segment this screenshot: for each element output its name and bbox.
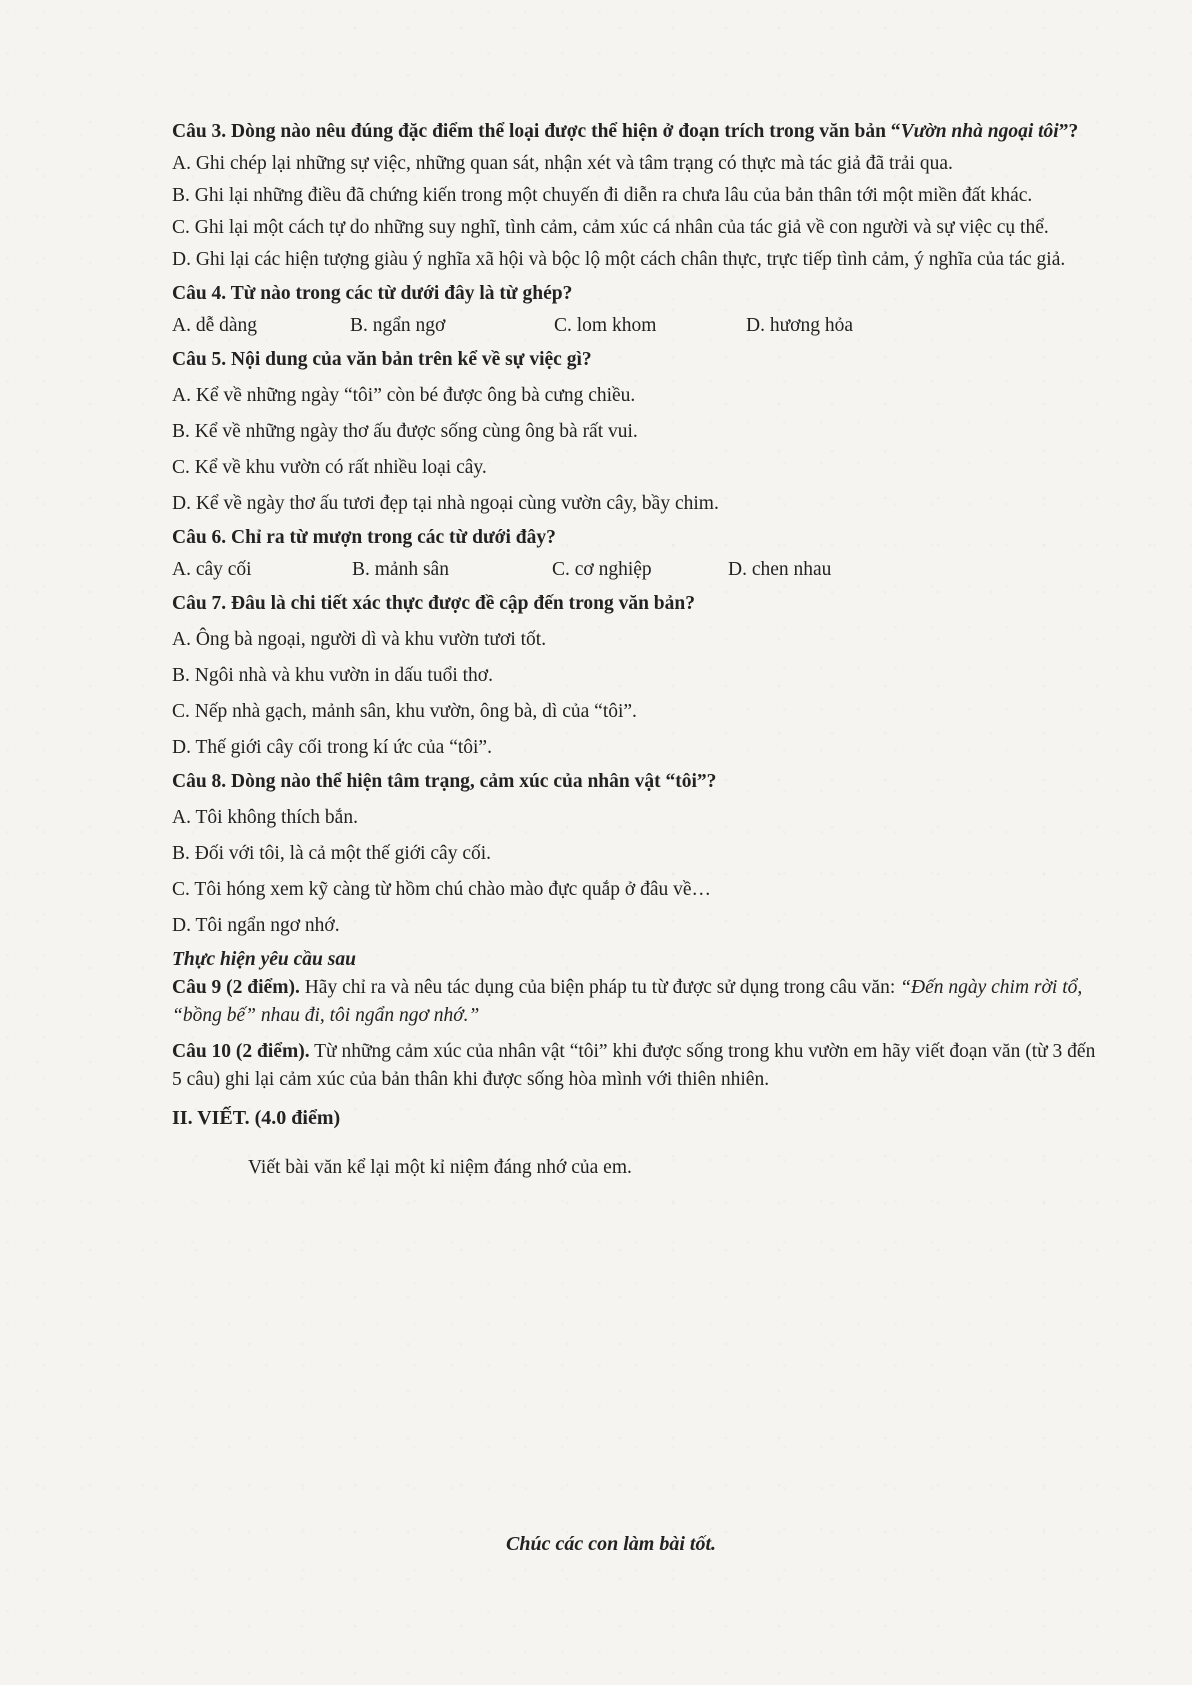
- q6-option-a: A. cây cối: [172, 559, 252, 580]
- part2-heading: II. VIẾT. (4.0 điểm): [172, 1107, 341, 1129]
- section-instruction: Thực hiện yêu cầu sau: [172, 949, 356, 970]
- question-9: Câu 9 (2 điểm). Hãy chỉ ra và nêu tác dụng của biện pháp tu từ được sử dụng trong câu văn: “Đến ngày chim rời tổ, “bồng bế” nhau đi, tôi ngẩn ngơ nhớ.”: [172, 977, 1083, 1026]
- question-3: Câu 3. Dòng nào nêu đúng đặc điểm thể loại được thể hiện ở đoạn trích trong văn bản “Vườn nhà ngoại tôi”?: [172, 121, 1079, 142]
- q8-option-a: A. Tôi không thích bắn.: [172, 807, 358, 828]
- q4-option-c: C. lom khom: [554, 315, 657, 336]
- q4-option-b: B. ngẩn ngơ: [350, 315, 446, 336]
- q3-option-b: B. Ghi lại những điều đã chứng kiến trong một chuyến đi diễn ra chưa lâu của bản thân tới một miền đất khác.: [172, 185, 1033, 206]
- question-6: Câu 6. Chỉ ra từ mượn trong các từ dưới đây?: [172, 527, 556, 548]
- q4-option-a: A. dễ dàng: [172, 315, 258, 336]
- q3-option-a: A. Ghi chép lại những sự việc, những quan sát, nhận xét và tâm trạng có thực mà tác giả đã trải qua.: [172, 153, 953, 174]
- exam-content: [172, 118, 1097, 1182]
- q8-option-b: B. Đối với tôi, là cả một thế giới cây cối.: [172, 843, 492, 864]
- q4-options: [172, 312, 1097, 340]
- q6-option-b: B. mảnh sân: [352, 559, 449, 580]
- text-title: Vườn nhà ngoại tôi: [900, 121, 1059, 142]
- question-7: Câu 7. Đâu là chi tiết xác thực được đề cập đến trong văn bản?: [172, 593, 695, 614]
- question-4: Câu 4. Từ nào trong các từ dưới đây là từ ghép?: [172, 283, 573, 304]
- q3-option-d: D. Ghi lại các hiện tượng giàu ý nghĩa xã hội và bộc lộ một cách chân thực, trực tiếp tình cảm, ý nghĩa của tác giả.: [172, 249, 1066, 270]
- q9-label: Câu 9 (2 điểm).: [172, 977, 300, 998]
- closing-message: Chúc các con làm bài tốt.: [506, 1533, 716, 1555]
- q7-option-a: A. Ông bà ngoại, người dì và khu vườn tươi tốt.: [172, 629, 547, 650]
- q5-option-b: B. Kể về những ngày thơ ấu được sống cùng ông bà rất vui.: [172, 421, 638, 442]
- q9-quote: “Đến ngày chim rời tổ, “bồng bế” nhau đi, tôi ngẩn ngơ nhớ.”: [172, 977, 1083, 1026]
- q7-option-c: C. Nếp nhà gạch, mảnh sân, khu vườn, ông bà, dì của “tôi”.: [172, 701, 637, 722]
- q7-option-d: D. Thế giới cây cối trong kí ức của “tôi”.: [172, 737, 492, 758]
- q3-option-c: C. Ghi lại một cách tự do những suy nghĩ, tình cảm, cảm xúc cá nhân của tác giả về con người và sự việc cụ thể.: [172, 217, 1049, 238]
- q7-option-b: B. Ngôi nhà và khu vườn in dấu tuổi thơ.: [172, 665, 493, 686]
- q8-option-c: C. Tôi hóng xem kỹ càng từ hồm chú chào mào đực quắp ở đâu về…: [172, 879, 712, 900]
- q5-option-d: D. Kể về ngày thơ ấu tươi đẹp tại nhà ngoại cùng vườn cây, bầy chim.: [172, 493, 719, 514]
- question-8: Câu 8. Dòng nào thể hiện tâm trạng, cảm xúc của nhân vật “tôi”?: [172, 771, 717, 792]
- q4-option-d: D. hương hỏa: [746, 315, 853, 336]
- q6-option-c: C. cơ nghiệp: [552, 559, 652, 580]
- q6-option-d: D. chen nhau: [728, 559, 832, 580]
- q5-option-a: A. Kể về những ngày “tôi” còn bé được ông bà cưng chiều.: [172, 385, 636, 406]
- q6-options: [172, 556, 1097, 584]
- q10-label: Câu 10 (2 điểm).: [172, 1041, 310, 1062]
- q5-option-c: C. Kể về khu vườn có rất nhiều loại cây.: [172, 457, 487, 478]
- q8-option-d: D. Tôi ngẩn ngơ nhớ.: [172, 915, 340, 936]
- writing-task: Viết bài văn kể lại một kỉ niệm đáng nhớ của em.: [248, 1157, 632, 1178]
- question-5: Câu 5. Nội dung của văn bản trên kể về sự việc gì?: [172, 349, 592, 370]
- question-10: Câu 10 (2 điểm). Từ những cảm xúc của nhân vật “tôi” khi được sống trong khu vườn em hãy viết đoạn văn (từ 3 đến 5 câu) ghi lại cảm xúc của bản thân khi được sống hòa mình với thiên nhiên.: [172, 1041, 1096, 1090]
